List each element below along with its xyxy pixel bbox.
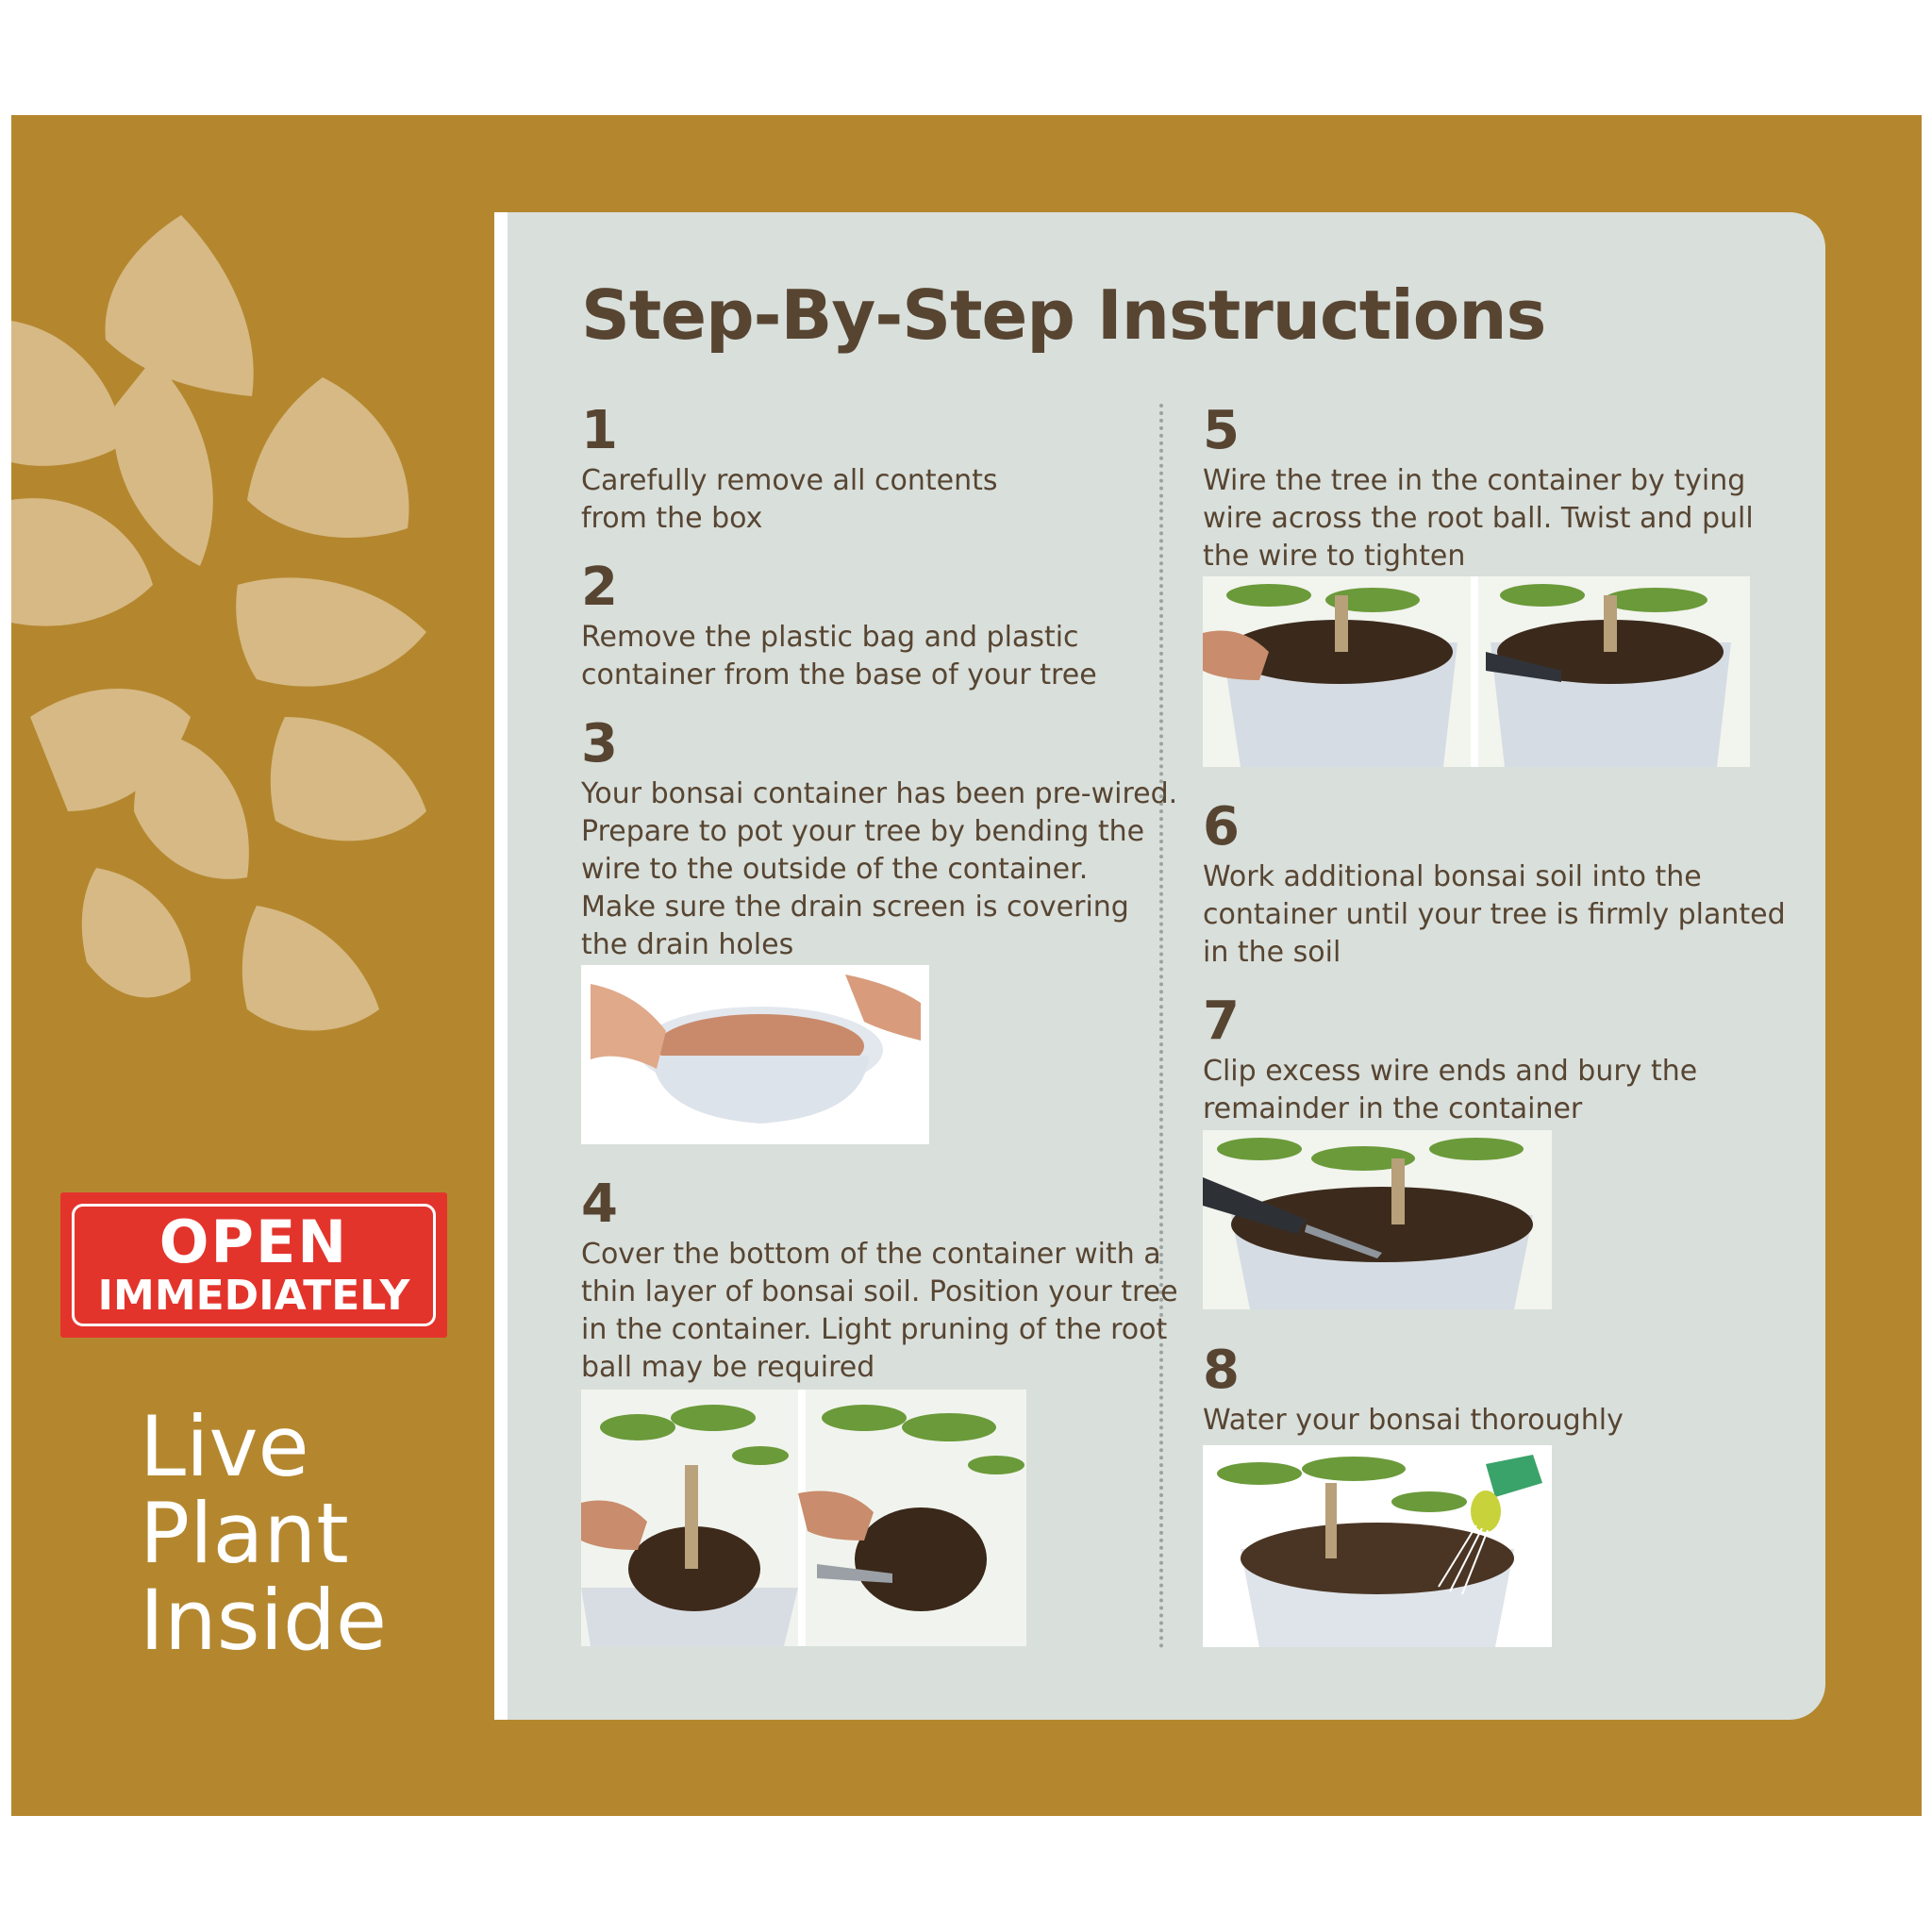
step-8 [1203,1341,1624,1440]
step-text: Carefully remove all contents from the box [581,464,998,535]
step-5-photos [1203,576,1750,767]
live-plant-line-1: Live [140,1398,309,1495]
open-immediately-badge [60,1192,447,1338]
live-plant-line-3: Inside [140,1572,388,1669]
step-text: Remove the plastic bag and plastic container from the base of your tree [581,621,1097,691]
step-number: 5 [1203,400,1240,461]
step-1 [581,402,998,538]
step-text: Cover the bottom of the container with a thin layer of bonsai soil. Position your tree in the container. Light pruning of the root ball may be required [581,1238,1178,1384]
step-4 [581,1175,1178,1387]
step-number: 8 [1203,1340,1240,1401]
step-6 [1203,798,1786,972]
step-text: Your bonsai container has been pre-wired. Prepare to pot your tree by bending the wire to the outside of the container. Make sure the drain screen is covering the drain holes [581,777,1178,961]
step-3-photo [581,965,929,1144]
step-text: Clip excess wire ends and bury the remainder in the container [1203,1055,1698,1125]
step-4-photos [581,1390,1026,1646]
step-3 [581,715,1177,964]
step-8-photo [1203,1445,1552,1647]
badge-line-2: IMMEDIATELY [97,1272,410,1320]
step-7-photo [1203,1130,1552,1309]
live-plant-label [140,1398,388,1669]
step-number: 3 [581,713,618,774]
step-number: 2 [581,557,618,618]
step-text: Water your bonsai thoroughly [1203,1404,1624,1437]
step-number: 1 [581,400,618,461]
column-divider [1159,404,1163,1649]
flower-logo-icon [11,189,502,1075]
step-2 [581,558,1097,694]
page-title: Step-By-Step Instructions [581,275,1546,355]
badge-line-1: OPEN [158,1208,349,1276]
step-text: Wire the tree in the container by tying wire across the root ball. Twist and pull the wire to tighten [1203,464,1754,573]
step-text: Work additional bonsai soil into the container until your tree is firmly planted in the soil [1203,860,1786,969]
step-number: 6 [1203,796,1240,858]
step-5 [1203,402,1754,575]
live-plant-line-2: Plant [140,1485,349,1582]
panel-edge [494,212,508,1720]
step-7 [1203,992,1697,1128]
step-number: 4 [581,1174,618,1235]
step-number: 7 [1203,991,1240,1052]
